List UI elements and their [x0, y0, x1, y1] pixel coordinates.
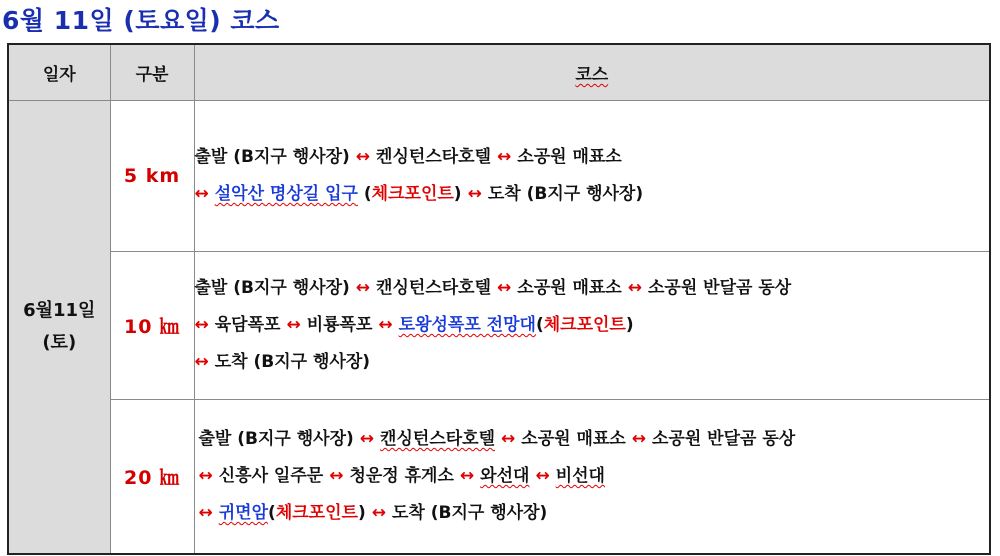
arrow-icon: ↔	[501, 428, 516, 449]
route-stop: 청운정 휴게소	[349, 465, 454, 486]
arrow-icon: ↔	[286, 315, 301, 335]
arrow-icon: ↔	[467, 184, 482, 204]
route-stop: 신흥사 일주문	[218, 465, 324, 486]
arrow-icon: ↔	[198, 502, 213, 523]
route-line	[195, 344, 990, 381]
arrow-icon: ↔	[497, 147, 512, 167]
arrow-icon: ↔	[459, 465, 475, 486]
gubun-10km: 10 ㎞	[110, 252, 194, 400]
route-line	[195, 176, 990, 213]
route-stop: 소공원 매표소	[517, 278, 622, 298]
route-stop: )	[625, 315, 634, 335]
route-stop: 와선대	[480, 465, 530, 486]
route-stop: )	[357, 502, 366, 523]
arrow-icon: ↔	[627, 278, 642, 298]
table-row	[8, 252, 990, 400]
checkpoint-place: 토왕성폭포 전망대	[398, 315, 536, 335]
route-stop: (	[268, 502, 276, 523]
checkpoint-label: 체크포인트	[275, 502, 358, 523]
route-stop: 소공원 반달곰 동상	[647, 278, 792, 298]
route-line	[199, 421, 990, 458]
route-stop: 캔싱턴스타호텔	[380, 428, 496, 449]
route-stop: 소공원 매표소	[521, 428, 626, 449]
route-stop: 캔싱턴스타호텔	[376, 278, 492, 298]
course-table	[7, 43, 991, 555]
route-stop: 출발 (B지구 행사장)	[198, 428, 354, 449]
header-course-label: 코스	[575, 65, 609, 85]
checkpoint-place: 귀면암	[218, 502, 269, 523]
route-line	[195, 270, 990, 307]
arrow-icon: ↔	[359, 428, 375, 449]
arrow-icon: ↔	[329, 465, 344, 486]
route-stop: (	[535, 315, 544, 335]
route-stop: 도착 (B지구 행사장)	[487, 184, 644, 204]
table-row	[8, 400, 990, 554]
arrow-icon: ↔	[371, 502, 386, 523]
header-row	[8, 44, 990, 101]
checkpoint-place: 설악산 명상길 입구	[214, 184, 358, 204]
route-stop: 소공원 매표소	[517, 147, 622, 167]
route-stop: 비룡폭포	[306, 315, 373, 335]
date-cell	[8, 101, 110, 554]
route-stop: 소공원 반달곰 동상	[651, 428, 796, 449]
arrow-icon: ↔	[535, 465, 550, 486]
date-line1: 6월11일	[23, 299, 96, 321]
header-date: 일자	[8, 44, 110, 101]
route-stop: 출발 (B지구 행사장)	[194, 147, 350, 167]
arrow-icon: ↔	[194, 315, 209, 335]
route-10km	[194, 252, 990, 400]
header-course	[194, 44, 990, 101]
checkpoint-label: 체크포인트	[543, 315, 626, 335]
route-line	[195, 307, 990, 344]
route-20km	[194, 400, 990, 554]
arrow-icon: ↔	[355, 147, 371, 167]
arrow-icon: ↔	[497, 278, 512, 298]
route-stop: 육담폭포	[214, 315, 281, 335]
page-title: 6월 11일 (토요일) 코스	[2, 6, 280, 35]
arrow-icon: ↔	[194, 184, 209, 204]
route-line	[199, 458, 990, 495]
arrow-icon: ↔	[355, 278, 371, 298]
route-stop: 비선대	[555, 465, 605, 486]
route-line	[199, 495, 990, 532]
arrow-icon: ↔	[631, 428, 646, 449]
gubun-5km: 5 km	[110, 101, 194, 252]
arrow-icon: ↔	[198, 465, 213, 486]
route-line	[195, 139, 990, 176]
route-stop: (	[357, 184, 372, 204]
arrow-icon: ↔	[378, 315, 393, 335]
route-stop: )	[453, 184, 462, 204]
route-stop: 켄싱턴스타호텔	[376, 147, 492, 167]
table-row	[8, 101, 990, 252]
route-stop: 도착 (B지구 행사장)	[214, 352, 371, 372]
checkpoint-label: 체크포인트	[371, 184, 454, 204]
date-line2: (토)	[42, 331, 77, 353]
route-stop: 출발 (B지구 행사장)	[194, 278, 350, 298]
route-5km	[194, 101, 990, 252]
arrow-icon: ↔	[194, 352, 209, 372]
header-gubun: 구분	[110, 44, 194, 101]
route-stop: 도착 (B지구 행사장)	[391, 502, 548, 523]
gubun-20km: 20 ㎞	[110, 400, 194, 554]
